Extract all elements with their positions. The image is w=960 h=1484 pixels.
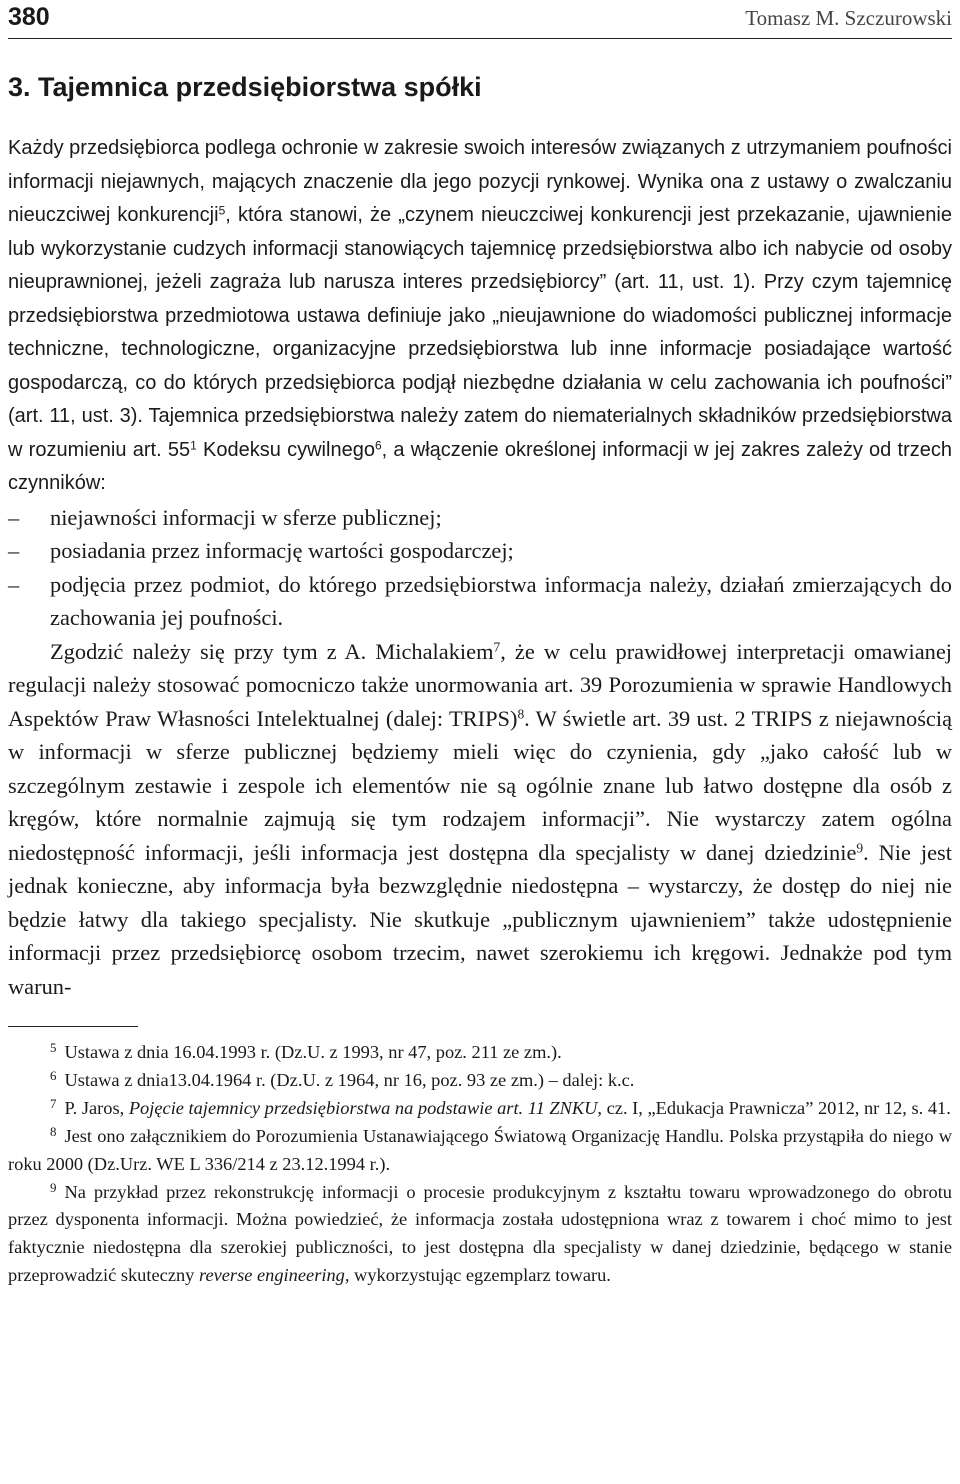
book-page — [8, 0, 952, 1290]
footnote-text: Ustawa z dnia13.04.1964 r. (Dz.U. z 1964, nr 16, poz. 93 ze zm.) – dalej: k.c. — [64, 1069, 635, 1090]
footnote-cited-title: Pojęcie tajemnicy przedsiębiorstwa na podstawie art. 11 ZNKU — [128, 1097, 598, 1118]
footnote-number: 5 — [50, 1041, 57, 1056]
footnote-8 — [8, 1123, 952, 1179]
paragraph-intro-text: , a włączenie określonej informacji w jej zakres zależy od trzech czynników: — [8, 438, 952, 494]
paragraph-trips-text: Zgodzić należy się przy tym z A. Michalakiem — [50, 638, 494, 664]
footnote-number: 7 — [50, 1097, 57, 1112]
conditions-list — [8, 501, 952, 635]
footnote-emphasis: reverse engineering — [198, 1265, 345, 1286]
footnote-ref-7[interactable]: 7 — [493, 639, 501, 655]
footnote-text: Jest ono załącznikiem do Porozumienia Ustanawiającego Światową Organizację Handlu. Polska przystąpiła do niego w roku 2000 (Dz.Urz. WE L 336/214 z 23.12.1994 r.). — [8, 1125, 952, 1174]
running-author: Tomasz M. Szczurowski — [745, 6, 952, 30]
footnote-ref-6[interactable]: 6 — [374, 437, 382, 452]
list-item: – niejawności informacji w sferze publicznej; — [8, 501, 952, 535]
footnote-text: P. Jaros, — [64, 1097, 129, 1118]
footnote-5 — [8, 1039, 952, 1067]
footnote-9 — [8, 1179, 952, 1291]
paragraph-trips — [8, 635, 952, 1004]
footnote-6 — [8, 1067, 952, 1095]
footnote-7 — [8, 1095, 952, 1123]
paragraph-trips-text: , że w celu prawidłowej interpretacji omawianej regulacji należy stosować pomocniczo także unormowania art. 39 Porozumienia w sprawie Handlowych Aspektów Praw Własności Intelektualnej (dalej: TRIPS) — [8, 638, 952, 731]
paragraph-intro — [8, 132, 952, 501]
section-title: 3. Tajemnica przedsiębiorstwa spółki — [8, 72, 482, 102]
running-header — [8, 0, 952, 39]
paragraph-intro-text: Wynika ona z ustawy o zwalczaniu nieuczciwej konkurencji — [8, 170, 952, 226]
paragraph-intro-text: Każdy przedsiębiorca podlega ochronie w zakresie swoich interesów związanych z utrzymaniem poufności informacji niejawnych, mających znaczenie dla jego pozycji rynkowej. — [8, 137, 952, 193]
footnote-divider — [8, 1026, 138, 1027]
footnote-ref-8[interactable]: 8 — [517, 706, 525, 722]
footnote-text: Na przykład przez rekonstrukcję informacji o procesie produkcyjnym z kształtu towaru wprowadzonego do obrotu przez dysponenta informacji. Można powiedzieć, że informacja została udostępniona wraz z towarem i choć mimo to jest faktycznie niedostępna dla szerokiej publiczności, to jest dostępna dla specjalisty w danej dziedzinie, będącego w stanie przeprowadzić skuteczny — [8, 1181, 952, 1286]
paragraph-trips-text: . Nie jest jednak konieczne, aby informacja była bezwzględnie niedostępna – wystarczy, że dostęp do niej nie będzie łatwy dla takiego specjalisty. Nie skutkuje „publicznym ujawnieniem” także udostępnienie informacji przez przedsiębiorcę osobom trzecim, nawet szerokiemu ich kręgowi. Jednakże pod tym warun- — [8, 839, 952, 999]
article-superscript: 1 — [190, 437, 197, 452]
footnote-ref-9[interactable]: 9 — [856, 840, 864, 856]
paragraph-intro-text: , która stanowi, że „czynem nieuczciwej konkurencji jest przekazanie, ujawnienie lub wykorzystanie cudzych informacji stanowiących tajemnicę przedsiębiorstwa albo ich nabycie od osoby nieuprawnionej, jeżeli zagraża lub narusza interes przedsiębiorcy” (art. 11, ust. 1). — [8, 204, 952, 293]
footnote-number: 8 — [50, 1124, 57, 1139]
paragraph-trips-text: . W świetle art. 39 ust. 2 TRIPS z niejawnością w informacji w sferze publicznej będziemy mieli więc do czynienia, gdy „jako całość lub w szczególnym zestawie i zespole ich elementów nie są ogólnie znane lub łatwo dostępne dla osób z kręgów, które normalnie zajmują się tym rodzajem informacji”. Nie wystarczy zatem ogólna niedostępność informacji, jeśli informacja jest dostępna dla specjalisty w danej dziedzinie — [8, 705, 953, 865]
list-item: – posiadania przez informację wartości gospodarczej; — [8, 534, 952, 568]
footnotes — [8, 1039, 952, 1290]
footnote-number: 6 — [50, 1069, 57, 1084]
paragraph-intro-text: Przy czym tajemnicę przedsiębiorstwa przedmiotowa ustawa definiuje jako „nieujawnione do wiadomości publicznej informacje techniczne, technologiczne, organizacyjne przedsiębiorstwa lub inne informacje posiadające wartość gospodarczą, co do których przedsiębiorca podjął niezbędne działania w celu zachowania ich poufności” (art. 11, ust. 3). Tajemnica przedsiębiorstwa należy zatem do niematerialnych składników przedsiębiorstwa w rozumieniu art. 55 — [8, 271, 952, 461]
footnote-number: 9 — [50, 1180, 57, 1195]
footnote-text: , cz. I, „Edukacja Prawnicza” 2012, nr 12, s. 41. — [597, 1097, 951, 1118]
main-text — [8, 132, 952, 1003]
list-item: – podjęcia przez podmiot, do którego przedsiębiorstwa informacja należy, działań zmierzających do zachowania jej poufności. — [8, 568, 952, 635]
footnote-text: , wykorzystując egzemplarz towaru. — [344, 1265, 611, 1286]
footnote-ref-5[interactable]: 5 — [218, 203, 226, 218]
paragraph-intro-text: Kodeksu cywilnego — [196, 438, 375, 461]
page-number: 380 — [8, 3, 50, 31]
footnote-text: Ustawa z dnia 16.04.1993 r. (Dz.U. z 1993, nr 47, poz. 211 ze zm.). — [64, 1042, 562, 1062]
